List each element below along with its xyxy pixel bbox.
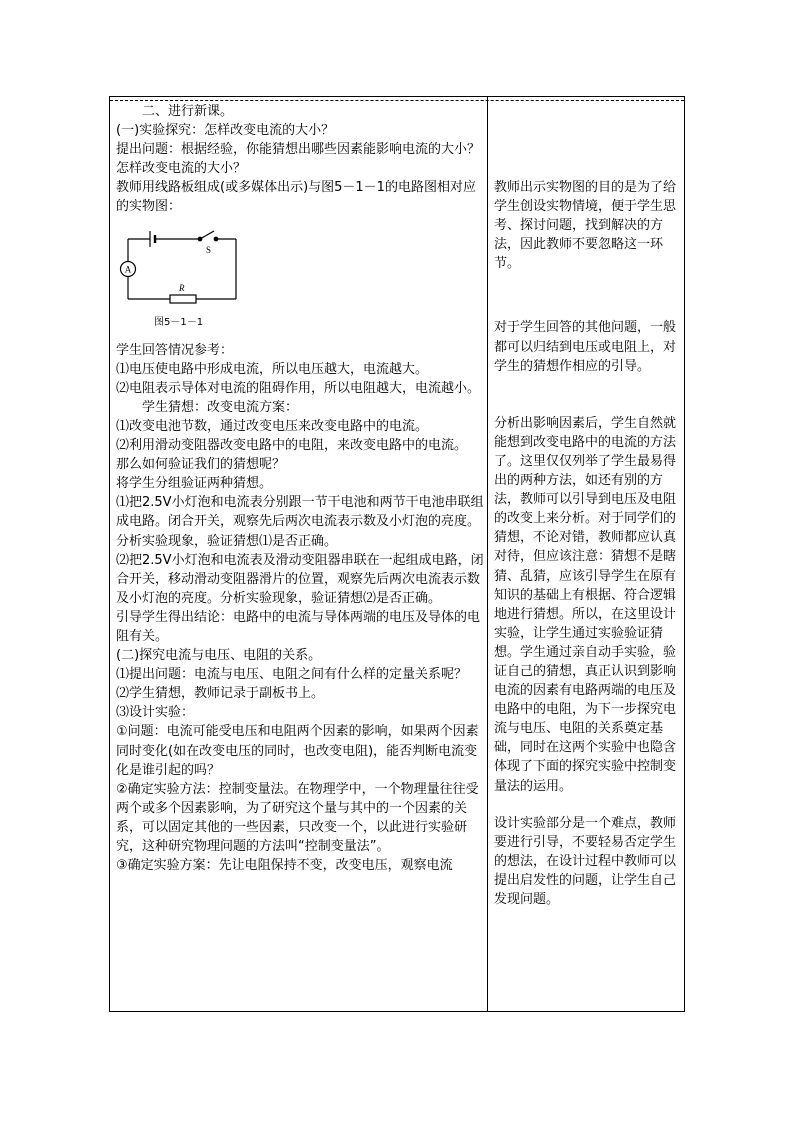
- note-text: 对于学生回答的其他问题，一般都可以归结到电压或电阻上，对学生的猜想作相应的引导。: [494, 320, 677, 374]
- step-item: ⑶设计实验：: [116, 705, 195, 721]
- switch-label: S: [206, 244, 212, 255]
- resistor-symbol: [170, 295, 196, 303]
- question-text: 提出问题：根据经验，你能猜想出哪些因素能影响电流的大小？怎样改变电流的大小？: [116, 142, 481, 177]
- experiment-item: ⑵把2.5V小灯泡和电流表及滑动变阻器串联在一起组成电路，闭合开关，移动滑动变阻器滑片的位置，观察先后两次电流表示数及小灯泡的亮度。分析实验现象，验证猜想⑵是否正确。: [116, 552, 484, 606]
- lesson-table: [109, 96, 685, 1012]
- answer-item: ⑵电阻表示导体对电流的阻碍作用，所以电阻越大，电流越小。: [116, 380, 481, 396]
- conclusion-text: 引导学生得出结论：电路中的电流与导体两端的电压及导体的电阻有关。: [116, 609, 481, 644]
- step-item: ⑴提出问题：电流与电压、电阻之间有什么样的定量关系呢？: [116, 667, 468, 683]
- verify-question: 那么如何验证我们的猜想呢？: [116, 457, 286, 473]
- resistor-label: R: [179, 282, 185, 293]
- guess-item: ⑵利用滑动变阻器改变电路中的电阻，来改变电路中的电流。: [116, 438, 468, 454]
- teacher-demo-text: 教师用线路板组成(或多媒体出示)与图5－1－1的电路图相对应的实物图：: [116, 180, 476, 215]
- section-heading: 二、进行新课。: [142, 104, 234, 119]
- note-text: 分析出影响因素后，学生自然就能想到改变电路中的电流的方法了。这里仅仅列举了学生最易得出的两种方法，如还有别的方法，教师可以引导到电压及电阻的改变上来分析。对于同学们的猜想，不论对错，教师都应认真对待，但应该注意：猜想不是瞎猜、乱猜，应该引导学生在原有知识的基础上有根据、符合逻辑地进行猜想。所以，在这里设计实验，让学生通过实验验证猜想。学生通过亲自动手实验，验证自己的猜想，真正认识到影响电流的因素有电路两端的电压及电路中的电阻，为下一步探究电流与电压、电阻的关系奠定基础，同时在这两个实验中也隐含体现了下面的探究实验中控制变量法的运用。: [494, 415, 677, 794]
- guess-title: 学生猜想：改变电流方案：: [142, 399, 299, 415]
- guess-item: ⑴改变电池节数，通过改变电压来改变电路中的电流。: [116, 418, 429, 434]
- answer-item: ⑴电压使电路中形成电流，所以电压越大，电流越大。: [116, 361, 429, 377]
- circuit-diagram: [116, 225, 316, 335]
- figure-caption: 图5－1－1: [154, 316, 204, 328]
- experiment-item: ⑴把2.5V小灯泡和电流表分别跟一节干电池和两节干电池串联组成电路。闭合开关，观察先后两次电流表示数及小灯泡的亮度。分析实验现象，验证猜想⑴是否正确。: [116, 495, 484, 549]
- step-item: ⑵学生猜想，教师记录于副板书上。: [116, 686, 325, 702]
- note-text: 教师出示实物图的目的是为了给学生创设实物情境，便于学生思考、探讨问题，找到解决的方法，因此教师不要忽略这一环节。: [494, 180, 677, 272]
- note-text: 设计实验部分是一个难点，教师要进行引导，不要轻易否定学生的想法，在设计过程中教师可以提出启发性的问题，让学生自己发现问题。: [494, 815, 677, 907]
- design-item: ③确定实验方案：先让电阻保持不变，改变电压，观察电流: [116, 858, 453, 874]
- ammeter-label: A: [124, 264, 132, 275]
- teaching-notes-column: [494, 102, 680, 909]
- teaching-content-column: [116, 102, 484, 875]
- switch-lever: [200, 231, 214, 239]
- section-2-title: (二)探究电流与电压、电阻的关系。: [116, 648, 322, 664]
- verify-groups: 将学生分组验证两种猜想。: [116, 476, 273, 492]
- circuit-figure: [116, 217, 484, 341]
- column-divider: [487, 97, 488, 1011]
- section-1-title: (一)实验探究：怎样改变电流的大小？: [116, 123, 335, 139]
- design-item: ①问题：电流可能受电压和电阻两个因素的影响，如果两个因素同时变化(如在改变电压的同时，也改变电阻)，能否判断电流变化是谁引起的吗？: [116, 724, 479, 778]
- design-item: ②确定实验方法：控制变量法。在物理学中，一个物理量往往受两个或多个因素影响，为了研究这个量与其中的一个因素的关系，可以固定其他的一些因素，只改变一个，以此进行实验研究，这种研究物理问题的方法叫“控制变量法”。: [116, 781, 479, 854]
- answers-title: 学生回答情况参考：: [116, 342, 234, 358]
